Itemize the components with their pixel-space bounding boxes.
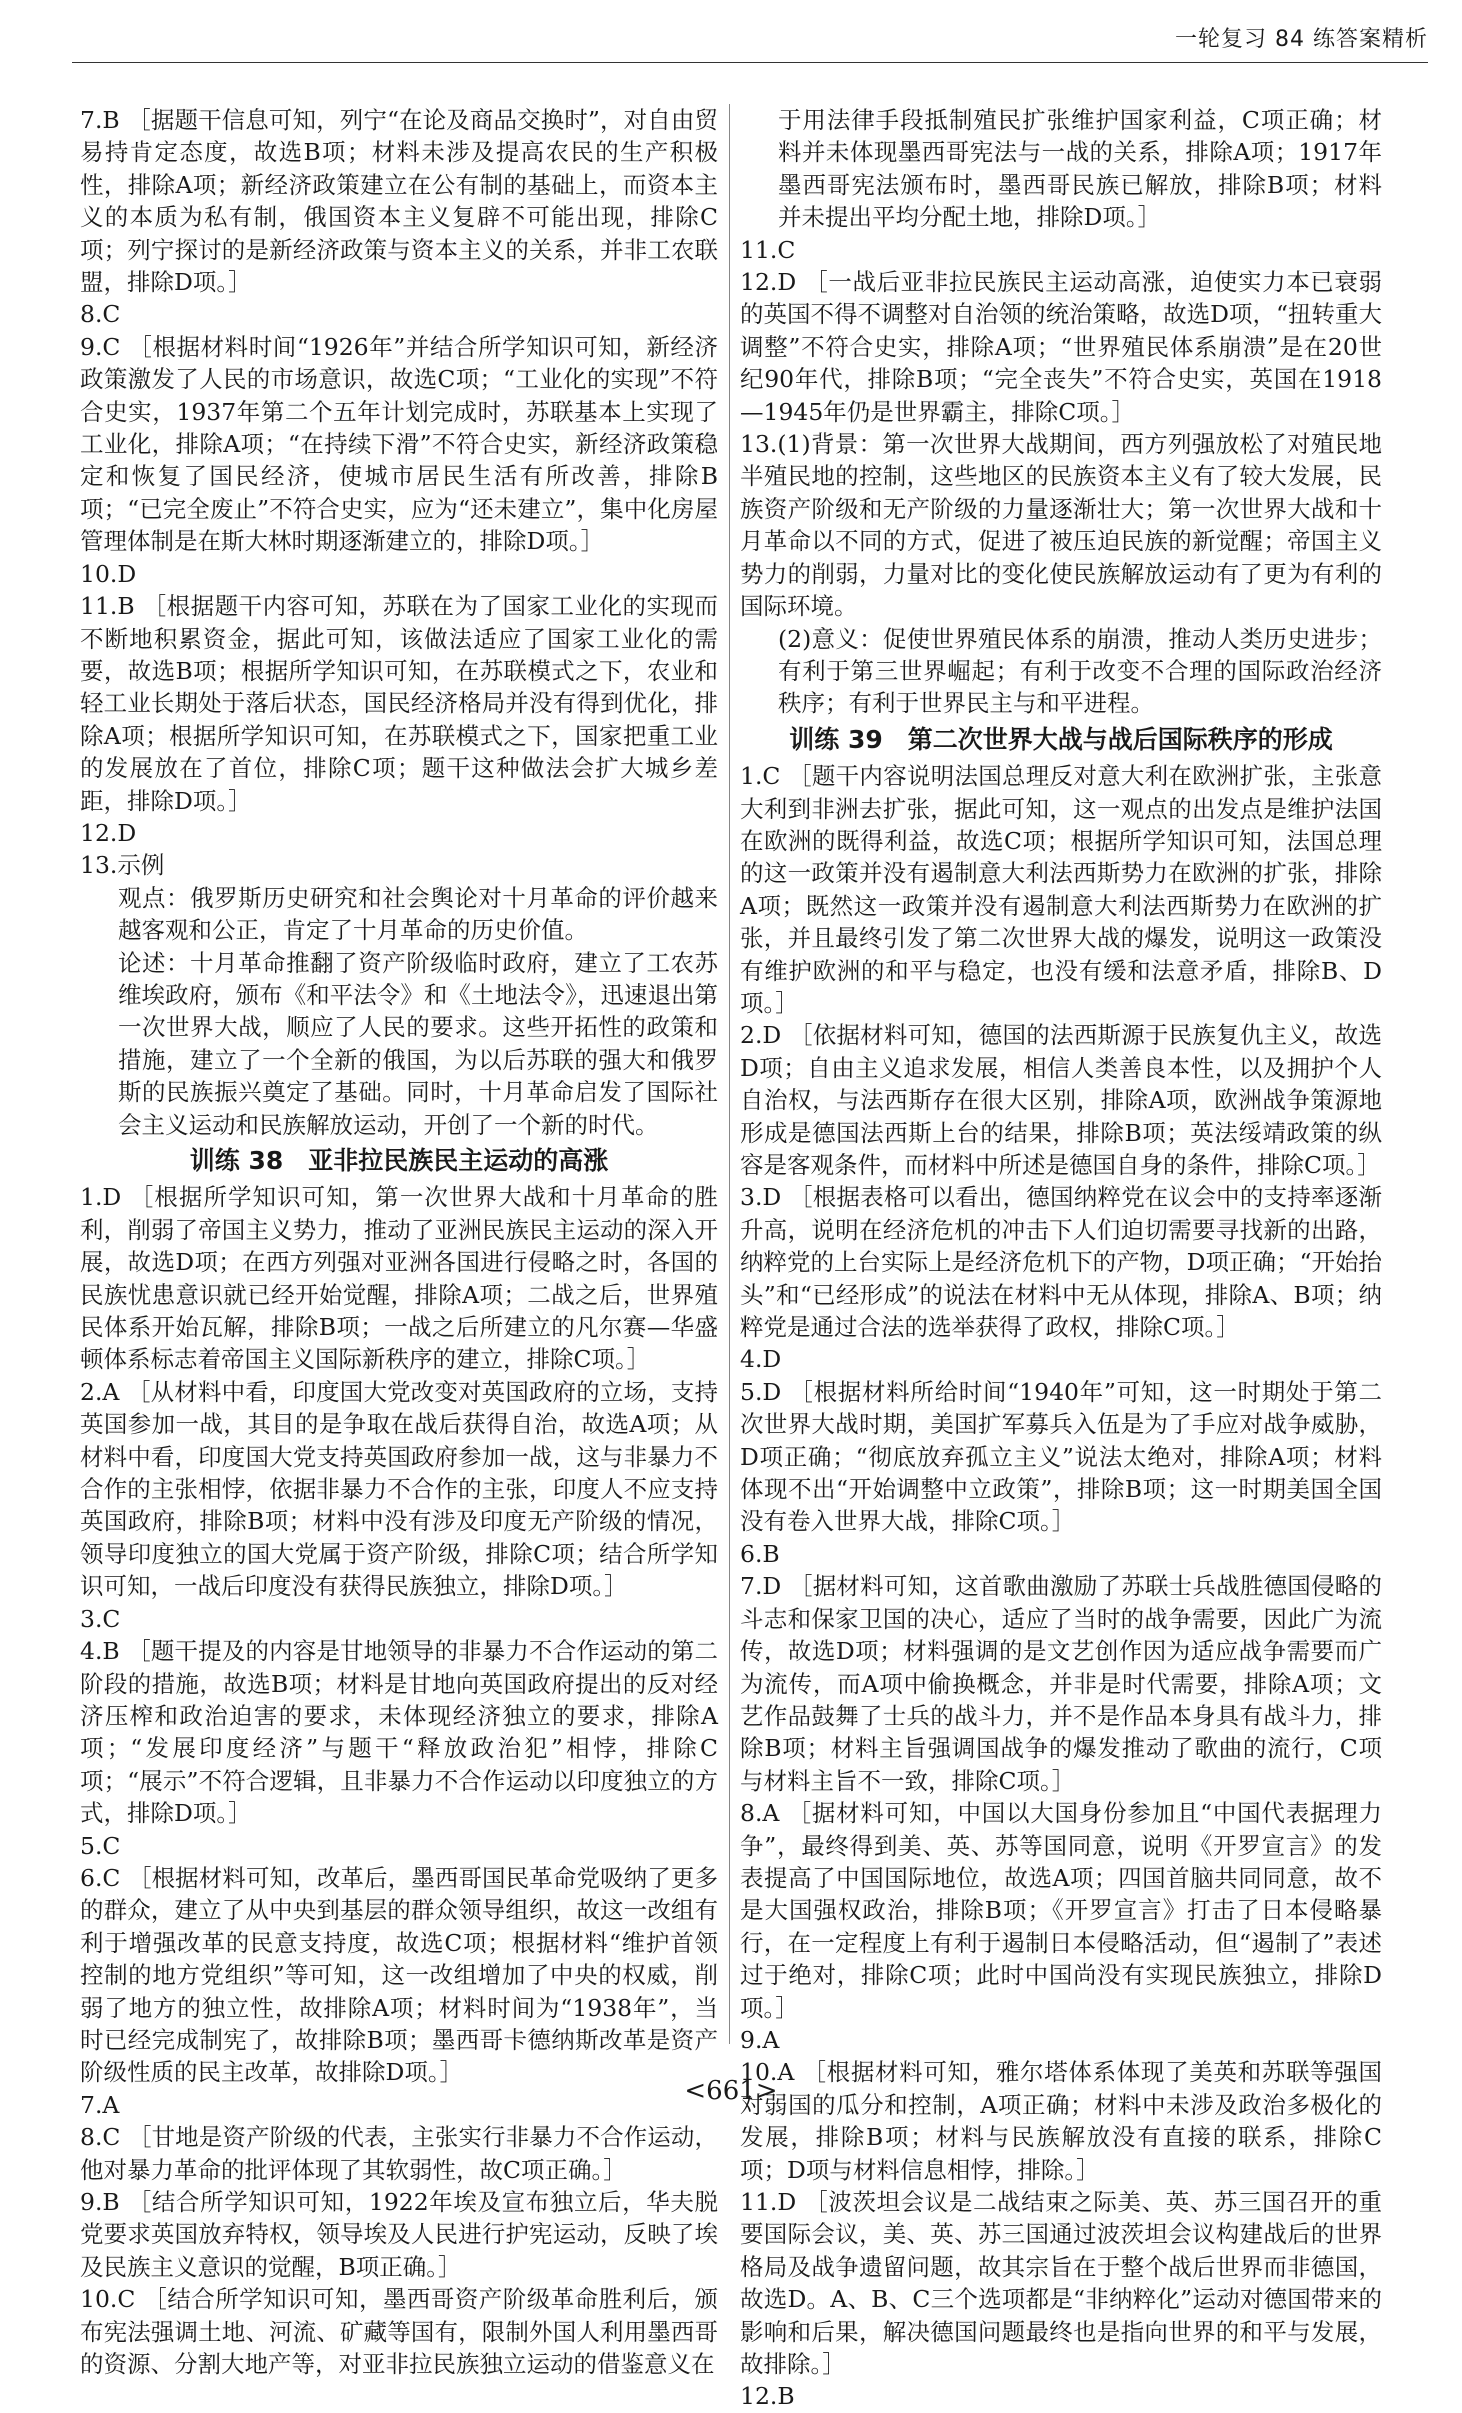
answer-item: 3.C — [80, 1604, 121, 1633]
answer-item: 8.C — [80, 300, 121, 329]
answer-item: 10.C ［结合所学知识可知，墨西哥资产阶级革命胜利后，颁布宪法强调土地、河流、矿藏等国有，限制外国人利用墨西哥的资源、分割大地产等，对亚非拉民族独立运动的借鉴意义在 — [80, 2285, 718, 2379]
answer-item: 8.A ［据材料可知，中国以大国身份参加且“中国代表据理力争”，最终得到美、英、苏等国同意，说明《开罗宣言》的发表提高了中国国际地位，故选A项；四国首脑共同同意，故不是大国强权政治，排除B项；《开罗宣言》打击了日本侵略暴行，在一定程度上有利于遏制日本侵略活动，但“遏制了”表述过于绝对，排除C项；此时中国尚没有实现民族独立，排除D项。］ — [740, 1799, 1382, 2022]
answer-item: 8.C ［甘地是资产阶级的代表，主张实行非暴力不合作运动，他对暴力革命的批评体现了其软弱性，故C项正确。］ — [80, 2123, 718, 2184]
answer-item: 7.B ［据题干信息可知，列宁“在论及商品交换时”，对自由贸易持肯定态度，故选B项；材料未涉及提高农民的生产积极性，排除A项；新经济政策建立在公有制的基础上，而资本主义的本质为私有制，俄国资本主义复辟不可能出现，排除C项；列宁探讨的是新经济政策与资本主义的关系，并非工农联盟，排除D项。］ — [80, 106, 718, 297]
section-title: 训练 38 亚非拉民族民主运动的高涨 — [189, 1146, 609, 1175]
answer-item: 4.B ［题干提及的内容是甘地领导的非暴力不合作运动的第二阶段的措施，故选B项；材料是甘地向英国政府提出的反对经济压榨和政治迫害的要求，未体现经济独立的要求，排除A项；“发展印度经济”与题干“释放政治犯”相悖，排除C项；“展示”不符合逻辑，且非暴力不合作运动以印度独立的方式，排除D项。］ — [80, 1637, 718, 1828]
answer-item: 13.示例 — [80, 851, 165, 880]
answer-item: 7.A — [80, 2090, 120, 2119]
right-column — [740, 104, 1382, 2411]
answer-item: 1.D ［根据所学知识可知，第一次世界大战和十月革命的胜利，削弱了帝国主义势力，推动了亚洲民族民主运动的深入开展，故选D项；在西方列强对亚洲各国进行侵略之时，各国的民族忧患意识就已经开始觉醒，排除A项；二战之后，世界殖民体系开始瓦解，排除B项；一战之后所建立的凡尔赛—华盛顿体系标志着帝国主义国际新秩序的建立，排除C项。］ — [80, 1183, 718, 1374]
column-divider — [729, 104, 730, 2044]
answer-item: 9.A — [740, 2025, 780, 2054]
answer-item: 1.C ［题干内容说明法国总理反对意大利在欧洲扩张，主张意大利到非洲去扩张，据此可知，这一观点的出发点是维护法国在欧洲的既得利益，故选C项；根据所学知识可知，法国总理的这一政策并没有遏制意大利法西斯势力在欧洲的扩张，排除A项；既然这一政策并没有遏制意大利法西斯势力在欧洲的扩张，并且最终引发了第二次世界大战的爆发，说明这一政策没有维护欧洲的和平与稳定，也没有缓和法意矛盾，排除B、D项。］ — [740, 762, 1382, 1017]
page-number: <661> — [684, 2076, 778, 2106]
answer-item: 12.D — [80, 818, 137, 847]
answer-item: 3.D ［根据表格可以看出，德国纳粹党在议会中的支持率逐渐升高，说明在经济危机的冲击下人们迫切需要寻找新的出路，纳粹党的上台实际上是经济危机下的产物，D项正确；“开始抬头”和“已经形成”的说法在材料中无从体现，排除A、B项；纳粹党是通过合法的选举获得了政权，排除C项。］ — [740, 1183, 1382, 1342]
header-rule — [72, 62, 1428, 63]
answer-item: 2.A ［从材料中看，印度国大党改变对英国政府的立场，支持英国参加一战，其目的是争取在战后获得自治，故选A项；从材料中看，印度国大党支持英国政府参加一战，这与非暴力不合作的主张相悖，依据非暴力不合作的主张，印度人不应支持英国政府，排除B项；材料中没有涉及印度无产阶级的情况，领导印度独立的国大党属于资产阶级，排除C项；结合所学知识可知，一战后印度没有获得民族独立，排除D项。］ — [80, 1377, 718, 1601]
left-column — [80, 104, 718, 2379]
header-title: 一轮复习 84 练答案精析 — [1175, 27, 1428, 52]
section-title: 训练 39 第二次世界大战与战后国际秩序的形成 — [789, 724, 1333, 754]
answer-item: 5.D ［根据材料所给时间“1940年”可知，这一时期处于第二次世界大战时期，美国扩军募兵入伍是为了手应对战争威胁，D项正确；“彻底放弃孤立主义”说法太绝对，排除A项；材料体现不出“开始调整中立政策”，排除B项；这一时期美国全国没有卷入世界大战，排除C项。］ — [740, 1377, 1382, 1536]
answer-item: 11.B ［根据题干内容可知，苏联在为了国家工业化的实现而不断地积累资金，据此可知，该做法适应了国家工业化的需要，故选B项；根据所学知识可知，在苏联模式之下，农业和轻工业长期处于落后状态，国民经济格局并没有得到优化，排除A项；根据所学知识可知，在苏联模式之下，国家把重工业的发展放在了首位，排除C项；题干这种做法会扩大城乡差距，排除D项。］ — [80, 592, 718, 815]
answer-item: 7.D ［据材料可知，这首歌曲激励了苏联士兵战胜德国侵略的斗志和保家卫国的决心，适应了当时的战争需要，因此广为流传，故选D项；材料强调的是文艺创作因为适应战争需要而广为流传，而A项中偷换概念，并非是时代需要，排除A项；文艺作品鼓舞了士兵的战斗力，并不是作品本身具有战斗力，排除B项；材料主旨强调国战争的爆发推动了歌曲的流行，C项与材料主旨不一致，排除C项。］ — [740, 1572, 1382, 1795]
answer-item: 11.C — [740, 235, 796, 264]
answer-para: (2)意义：促使世界殖民体系的崩溃，推动人类历史进步；有利于第三世界崛起；有利于改变不合理的国际政治经济秩序；有利于世界民主与和平进程。 — [778, 624, 1382, 718]
answer-item: 9.C ［根据材料时间“1926年”并结合所学知识可知，新经济政策激发了人民的市场意识，故选C项；“工业化的实现”不符合史实，1937年第二个五年计划完成时，苏联基本上实现了工业化，排除A项；“在持续下滑”不符合史实，新经济政策稳定和恢复了国民经济，使城市居民生活有所改善，排除B项；“已完全废止”不符合史实，应为“还未建立”，集中化房屋管理体制是在斯大林时期逐渐建立的，排除D项。］ — [80, 332, 718, 556]
answer-item: 2.D ［依据材料可知，德国的法西斯源于民族复仇主义，故选D项；自由主义追求发展，相信人类善良本性，以及拥护个人自治权，与法西斯存在很大区别，排除A项，欧洲战争策源地形成是德国法西斯上台的结果，排除B项；英法绥靖政策的纵容是客观条件，而材料中所述是德国自身的条件，排除C项。］ — [740, 1021, 1382, 1179]
answer-item: 12.D ［一战后亚非拉民族民主运动高涨，迫使实力本已衰弱的英国不得不调整对自治领的统治策略，故选D项，“扭转重大调整”不符合史实，排除A项；“世界殖民体系崩溃”是在20世纪90年代，排除B项；“完全丧失”不符合史实，英国在1918—1945年仍是世界霸主，排除C项。］ — [740, 268, 1382, 426]
answer-item: 10.D — [80, 559, 137, 588]
answer-item: 9.B ［结合所学知识可知，1922年埃及宣布独立后，华夫脱党要求英国放弃特权，领导埃及人民进行护宪运动，反映了埃及民族主义意识的觉醒，B项正确。］ — [80, 2188, 718, 2281]
answer-item: 10.A ［根据材料可知，雅尔塔体系体现了美英和苏联等强国对弱国的瓜分和控制，A项正确；材料中未涉及政治多极化的发展，排除B项；材料与民族解放没有直接的联系，排除C项；D项与材料信息相悖，排除。］ — [740, 2058, 1382, 2184]
answer-item: 12.B — [740, 2382, 795, 2411]
answer-item: 5.C — [80, 1831, 121, 1860]
answer-item: 4.D — [740, 1345, 782, 1374]
answer-item: 11.D ［波茨坦会议是二战结束之际美、英、苏三国召开的重要国际会议，美、英、苏三国通过波茨坦会议构建战后的世界格局及战争遗留问题，故其宗旨在于整个战后世界而非德国，故选D。A、B、C三个选项都是“非纳粹化”运动对德国带来的影响和后果，解决德国问题最终也是指向世界的和平与发展，故排除。］ — [740, 2188, 1382, 2379]
answer-item: 6.B — [740, 1539, 780, 1568]
answer-item: 13.(1)背景：第一次世界大战期间，西方列强放松了对殖民地半殖民地的控制，这些地区的民族资本主义有了较大发展，民族资产阶级和无产阶级的力量逐渐壮大；第一次世界大战和十月革命以不同的方式，促进了被压迫民族的新觉醒；帝国主义势力的削弱，力量对比的变化使民族解放运动有了更为有利的国际环境。 — [740, 430, 1382, 621]
answer-para: 观点：俄罗斯历史研究和社会舆论对十月革命的评价越来越客观和公正，肯定了十月革命的历史价值。 — [118, 883, 718, 945]
answer-item: 6.C ［根据材料可知，改革后，墨西哥国民革命党吸纳了更多的群众，建立了从中央到基层的群众领导组织，故这一改组有利于增强改革的民意支持度，故选C项；根据材料“维护首领控制的地方党组织”等可知，这一改组增加了中央的权威，削弱了地方的独立性，故排除A项；材料时间为“1938年”，当时已经完成制宪了，故排除B项；墨西哥卡德纳斯改革是资产阶级性质的民主改革，故排除D项。］ — [80, 1863, 718, 2087]
answer-para: 于用法律手段抵制殖民扩张维护国家利益，C项正确；材料并未体现墨西哥宪法与一战的关系，排除A项；1917年墨西哥宪法颁布时，墨西哥民族已解放，排除B项；材料并未提出平均分配土地，排除D项。］ — [778, 106, 1382, 232]
answer-para: 论述：十月革命推翻了资产阶级临时政府，建立了工农苏维埃政府，颁布《和平法令》和《土地法令》，迅速退出第一次世界大战，顺应了人民的要求。这些开拓性的政策和措施，建立了一个全新的俄国，为以后苏联的强大和俄罗斯的民族振兴奠定了基础。同时，十月革命启发了国际社会主义运动和民族解放运动，开创了一个新的时代。 — [118, 948, 718, 1139]
